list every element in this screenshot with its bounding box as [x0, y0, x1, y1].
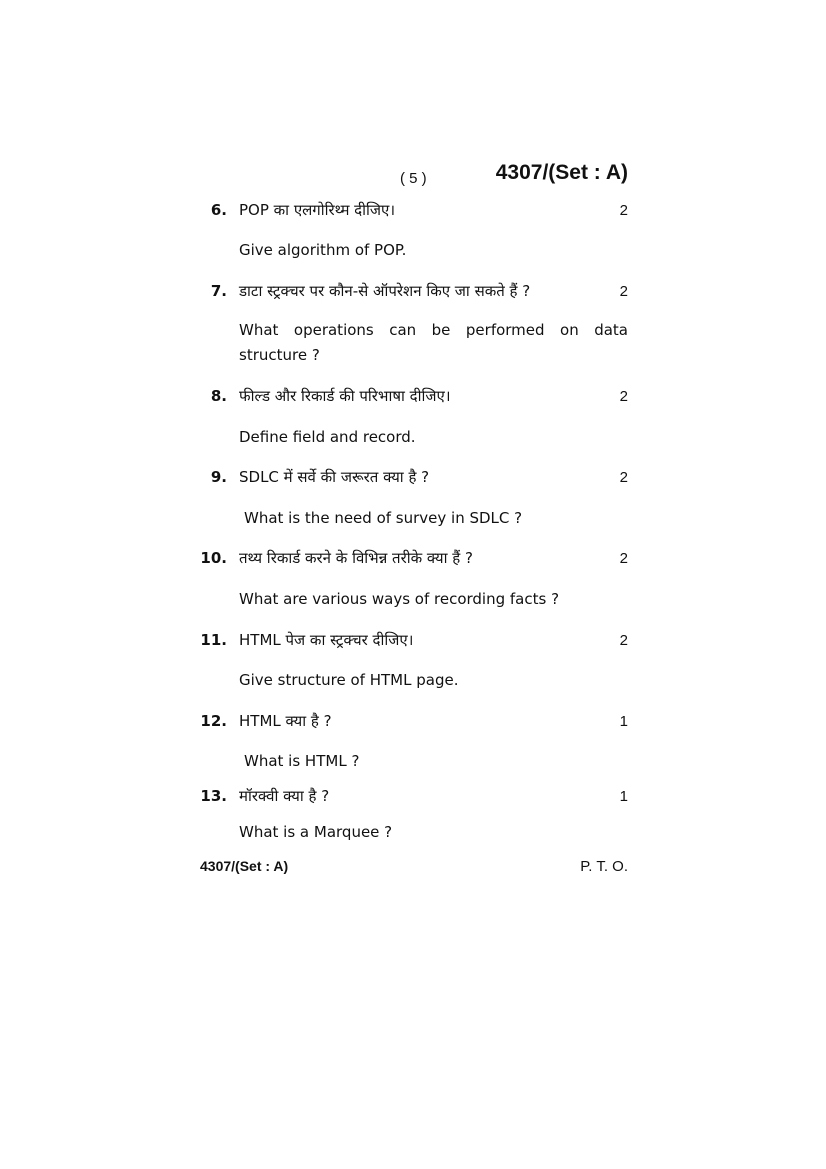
question-english: What is HTML ? — [244, 752, 360, 770]
question-hindi: डाटा स्ट्रक्चर पर कौन-से ऑपरेशन किए जा सकते हैं ? — [239, 282, 531, 300]
question-marks: 2 — [619, 283, 628, 300]
question-number: 13. — [200, 787, 227, 805]
question-marks: 1 — [619, 788, 628, 805]
paper-code-header: 4307/(Set : A) — [495, 161, 628, 184]
footer-pto: P. T. O. — [580, 858, 628, 875]
question-number: 12. — [200, 712, 227, 730]
question-number: 11. — [200, 631, 227, 649]
question-marks: 2 — [619, 202, 628, 219]
question-number: 9. — [210, 468, 227, 486]
question-english: What are various ways of recording facts ? — [239, 590, 560, 608]
question-hindi: HTML पेज का स्ट्रक्चर दीजिए। — [239, 631, 414, 649]
question-marks: 2 — [619, 550, 628, 567]
question-hindi: POP का एलगोरिथ्म दीजिए। — [239, 201, 396, 219]
question-english: Give structure of HTML page. — [239, 671, 459, 689]
question-number: 6. — [210, 201, 227, 219]
question-marks: 2 — [619, 632, 628, 649]
question-hindi: HTML क्या है ? — [239, 712, 332, 730]
question-hindi: मॉरक्वी क्या है ? — [239, 787, 330, 805]
question-marks: 1 — [619, 713, 628, 730]
question-marks: 2 — [619, 388, 628, 405]
footer-paper-code: 4307/(Set : A) — [200, 858, 289, 874]
question-number: 10. — [200, 549, 227, 567]
question-marks: 2 — [619, 469, 628, 486]
question-english: Give algorithm of POP. — [239, 241, 407, 259]
question-number: 7. — [210, 282, 227, 300]
question-hindi: तथ्य रिकार्ड करने के विभिन्न तरीके क्या हैं ? — [239, 549, 473, 567]
question-hindi: SDLC में सर्वे की जरूरत क्या है ? — [239, 468, 430, 486]
question-english: What is the need of survey in SDLC ? — [244, 509, 523, 527]
question-number: 8. — [210, 387, 227, 405]
question-english: What operations can be performed on data structure ? — [239, 321, 628, 364]
question-hindi: फील्ड और रिकार्ड की परिभाषा दीजिए। — [239, 387, 451, 405]
page-number: ( 5 ) — [400, 170, 427, 187]
question-english: Define field and record. — [239, 428, 416, 446]
question-english: What is a Marquee ? — [239, 823, 393, 841]
